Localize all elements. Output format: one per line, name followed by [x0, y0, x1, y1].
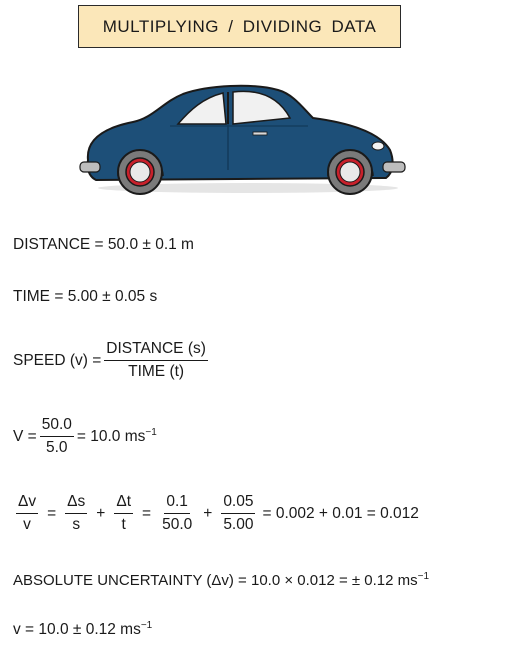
final-unit-exponent: −1 [140, 620, 153, 631]
fraction-dt-t [114, 493, 133, 534]
fraction-ds-s [65, 493, 87, 534]
equals-sign: = [142, 504, 152, 522]
distance-value: = 50.0 ± 0.1 m [94, 236, 194, 253]
car-illustration [78, 80, 408, 195]
speed-calc-numerator: 50.0 [40, 416, 74, 437]
absolute-unit-exponent: −1 [417, 571, 430, 582]
final-result-text: v = 10.0 ± 0.12 ms [13, 621, 141, 638]
fraction-den: 50.0 [162, 516, 193, 533]
speed-calculation [13, 416, 157, 457]
fraction-den: 5.00 [223, 516, 254, 533]
fraction-0.1-50.0 [160, 493, 194, 534]
fraction-num: Δv [16, 493, 38, 514]
speed-calc-lhs: V = [13, 427, 37, 445]
plus-sign: + [203, 504, 213, 522]
absolute-uncertainty-text: ABSOLUTE UNCERTAINTY (Δv) = 10.0 × 0.012 = ± 0.12 ms [13, 572, 418, 589]
title-box [78, 5, 401, 48]
fraction-den: s [72, 516, 81, 533]
final-result-line [13, 620, 152, 639]
fraction-num: 0.1 [164, 493, 190, 514]
fraction-den: t [121, 516, 126, 533]
speed-denominator: TIME (t) [128, 363, 185, 380]
time-line [13, 288, 157, 306]
rear-wheel [118, 150, 162, 194]
uncertainty-result: = 0.002 + 0.01 = 0.012 [262, 504, 419, 522]
front-wheel [328, 150, 372, 194]
equals-sign: = [47, 504, 57, 522]
fraction-num: Δt [114, 493, 133, 514]
speed-formula [13, 340, 211, 381]
fraction-dv-v [16, 493, 38, 534]
distance-label: DISTANCE [13, 236, 91, 253]
fraction-num: Δs [65, 493, 87, 514]
speed-numerator: DISTANCE (s) [104, 340, 208, 361]
absolute-uncertainty-line [13, 571, 429, 589]
fractional-uncertainty-equation [13, 493, 419, 534]
fraction-num: 0.05 [221, 493, 255, 514]
page-title: MULTIPLYING / DIVIDING DATA [102, 16, 377, 36]
time-label: TIME [13, 288, 51, 305]
speed-calc-result: = 10.0 $ms^{-1}$ [76, 427, 157, 445]
speed-lhs: SPEED (v) = [13, 351, 102, 369]
time-value: = 5.00 ± 0.05 s [54, 288, 158, 305]
distance-line [13, 236, 194, 254]
speed-fraction [104, 340, 208, 381]
speed-calc-denominator: 5.0 [46, 439, 68, 456]
plus-sign: + [96, 504, 106, 522]
speed-calc-fraction [40, 416, 74, 457]
fraction-0.05-5.00 [221, 493, 255, 534]
fraction-den: v [23, 516, 31, 533]
